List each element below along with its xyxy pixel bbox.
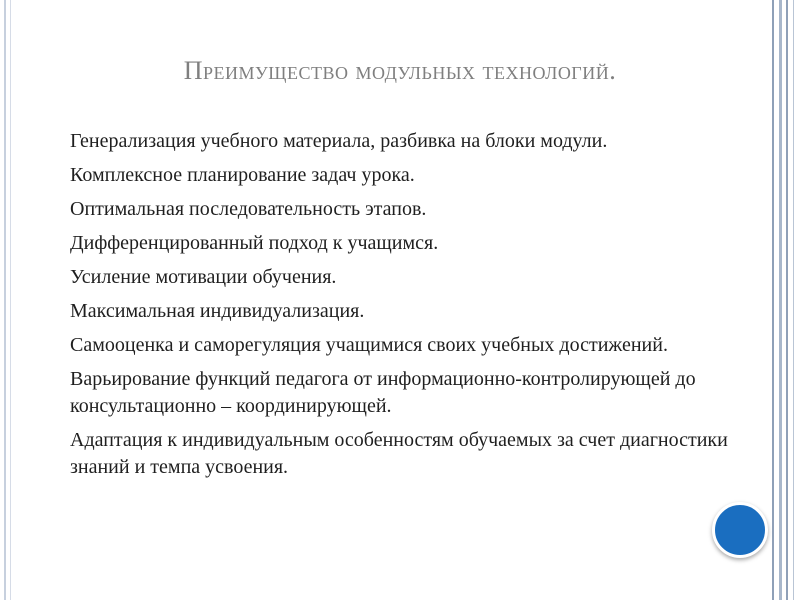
bullet-text: Варьирование функций педагога от информационно-контролирующей до консультационно – координирующей. <box>70 368 696 417</box>
bullet-text: Комплексное планирование задач урока. <box>70 164 415 186</box>
bullet-text: Максимальная индивидуализация. <box>70 300 365 322</box>
bullet-item <box>40 366 740 420</box>
frame-line-left-outer <box>4 0 6 600</box>
bullet-text: Оптимальная последовательность этапов. <box>70 198 427 220</box>
blue-circle-icon <box>712 502 768 558</box>
frame-line-right-1 <box>772 0 774 600</box>
frame-line-right-3 <box>786 0 788 600</box>
bullet-list <box>40 128 740 488</box>
bullet-text: Адаптация к индивидуальным особенностям обучаемых за счет диагностики знаний и темпа усвоения. <box>70 429 728 478</box>
slide-title: Преимущество модульных технологий. <box>183 56 617 85</box>
bullet-item <box>40 427 740 481</box>
bullet-item <box>40 332 740 359</box>
frame-line-right-2 <box>779 0 782 600</box>
bullet-text: Генерализация учебного материала, разбивка на блоки модули. <box>70 130 608 152</box>
bullet-text: Усиление мотивации обучения. <box>70 266 337 288</box>
frame-line-right-4 <box>793 0 794 600</box>
bullet-item <box>40 298 740 325</box>
bullet-item <box>40 162 740 189</box>
frame-line-left-inner <box>10 0 11 600</box>
bullet-item <box>40 230 740 257</box>
bullet-item <box>40 196 740 223</box>
bullet-text: Дифференцированный подход к учащимся. <box>70 232 439 254</box>
bullet-item <box>40 264 740 291</box>
bullet-text: Самооценка и саморегуляция учащимися своих учебных достижений. <box>70 334 668 356</box>
bullet-item <box>40 128 740 155</box>
